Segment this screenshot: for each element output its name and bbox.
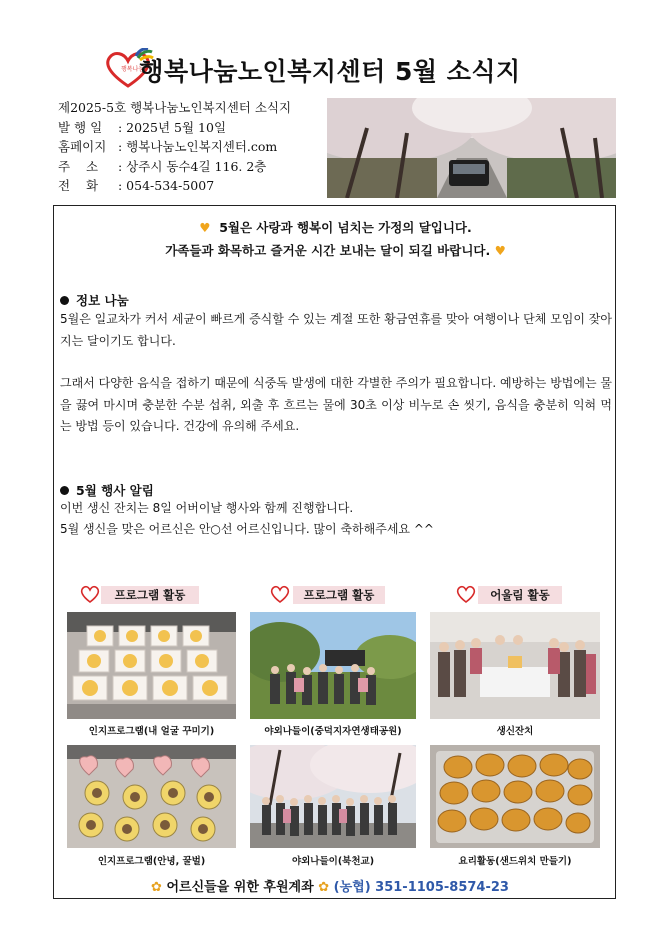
info-paragraph-1: 5월은 일교차가 커서 세균이 빠르게 증식할 수 있는 계절 또한 황금연휴를 맞아 여행이나 단체 모임이 잦아지는 달이기도 합니다. — [60, 312, 612, 348]
event-section-title: 5월 행사 알림 — [60, 481, 154, 499]
issue-number: 제2025-5호 행복나눔노인복지센터 소식지 — [58, 100, 292, 115]
photo-bee-craft — [67, 745, 236, 848]
newsletter-title: 행복나눔노인복지센터 5월 소식지 — [139, 57, 521, 86]
caption-2: 야외나들이(중덕지자연생태공원) — [264, 726, 402, 737]
donation-account: (농협) 351-1105-8574-23 — [333, 880, 509, 895]
photo-face-decorating — [67, 612, 236, 719]
donation-footer — [0, 876, 660, 895]
photo-park-outing — [250, 612, 416, 719]
bullet-icon — [60, 486, 69, 495]
event-line-1: 이번 생신 잔치는 8일 어버이날 행사와 함께 진행합니다. — [60, 501, 354, 515]
heart-logo-icon — [80, 583, 100, 605]
cherry-blossom-road-photo — [327, 98, 616, 198]
caption-5: 야외나들이(북천교) — [291, 856, 375, 867]
flower-icon: ✿ — [318, 880, 330, 895]
photo-birthday-party — [430, 612, 600, 719]
photo-bread-cooking — [430, 745, 600, 848]
info-row-phone: 전 화 : 054-534-5007 — [58, 178, 215, 194]
bullet-icon — [60, 296, 69, 305]
event-line-2: 5월 생신을 맞은 어르신은 안○선 어르신입니다. 많이 축하해주세요 ^^ — [60, 522, 434, 536]
logo-text: 행복나눔 — [121, 66, 145, 73]
caption-4: 인지프로그램(안녕, 꿀벌) — [97, 856, 206, 867]
greeting — [54, 216, 617, 262]
flower-icon: ✿ — [151, 880, 162, 895]
greeting-line-2: 가족들과 화목하고 즐거운 시간 보내는 달이 되길 바랍니다. — [165, 243, 491, 258]
tag-social: 어울림 활동 — [478, 586, 562, 604]
heart-logo-icon — [270, 583, 290, 605]
info-row-homepage: 홈페이지 : 행복나눔노인복지센터.com — [58, 139, 278, 155]
caption-6: 요리활동(샌드위치 만들기) — [458, 856, 572, 867]
info-paragraph-2: 그래서 다양한 음식을 접하기 때문에 식중독 발생에 대한 각별한 주의가 필요합니다. 예방하는 방법에는 물을 끓여 마시며 충분한 수분 섭취, 외출 후 흐르는 물에 30초 이상 비누로 손 씻기, 음식을 충분히 익혀 먹는 방법 등이 있습니다. 건강에 유의해 주세요. — [60, 376, 612, 433]
heart-icon: ♥ — [494, 243, 506, 258]
issue-info — [58, 98, 291, 196]
greeting-line-1: 5월은 사랑과 행복이 넘치는 가정의 달입니다. — [219, 220, 472, 235]
photo-bridge-outing — [250, 745, 416, 848]
tag-program-1: 프로그램 활동 — [101, 586, 199, 604]
heart-icon: ♥ — [199, 220, 211, 235]
info-row-date: 발 행 일 : 2025년 5월 10일 — [58, 119, 227, 135]
caption-3: 생신잔치 — [496, 726, 534, 737]
caption-1: 인지프로그램(내 얼굴 꾸미기) — [88, 726, 215, 737]
donation-label: 어르신들을 위한 후원계좌 — [166, 880, 314, 895]
info-section-title: 정보 나눔 — [60, 291, 129, 309]
info-row-address: 주 소 : 상주시 동수4길 116. 2층 — [58, 158, 267, 174]
heart-logo-icon — [456, 583, 476, 605]
tag-program-2: 프로그램 활동 — [293, 586, 385, 604]
